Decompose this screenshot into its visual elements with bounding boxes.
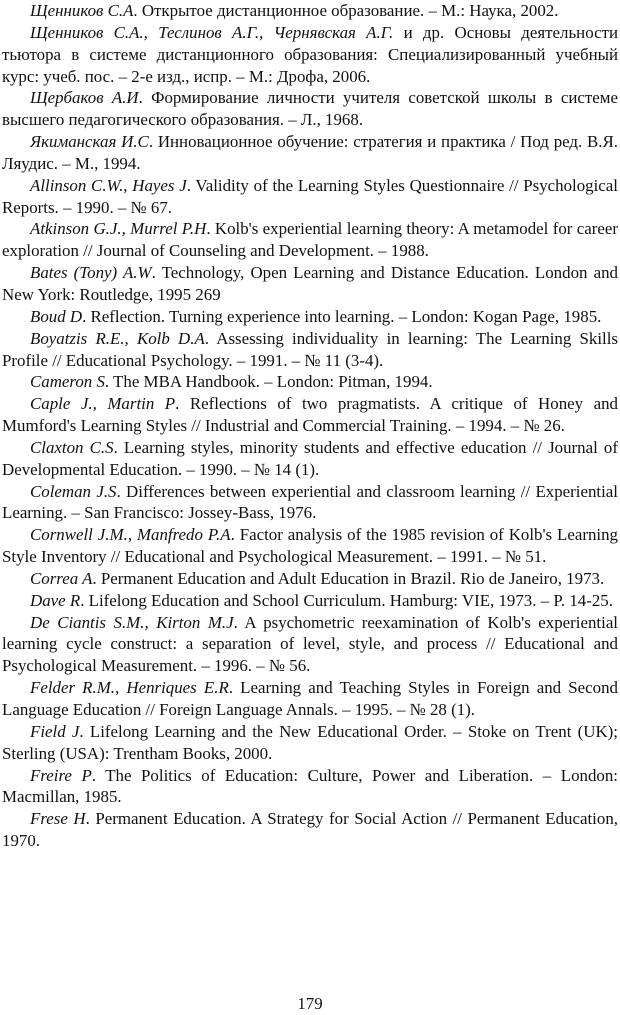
reference-author: Cameron S — [30, 372, 105, 392]
reference-entry — [2, 218, 618, 262]
reference-author: Boyatzis R.E., Kolb D.A — [30, 328, 205, 348]
reference-author: Bates (Tony) A.W — [30, 263, 152, 283]
reference-author: Boud D — [30, 306, 83, 326]
reference-author: De Ciantis S.M., Kirton M.J — [30, 612, 234, 632]
reference-author: Frese H — [30, 809, 86, 829]
reference-details: . Validity of the Learning Styles Questionnaire // Psychological Reports. – 1990. – № 67. — [2, 175, 618, 217]
reference-entry — [2, 808, 618, 852]
reference-details: . The Politics of Education: Culture, Power and Liberation. – London: Macmillan, 1985. — [2, 765, 619, 807]
reference-details: . A psychometric reexamination of Kolb's experiential learning cycle construct: a separation of level, style, and process // Educational and Psychological Measurement. – 1996. – № 56. — [2, 612, 619, 676]
reference-details: . Открытое дистанционное образование. – М.: Наука, 2002. — [133, 1, 559, 20]
reference-entry — [2, 0, 618, 22]
reference-details: . Permanent Education. A Strategy for Social Action // Permanent Education, 1970. — [2, 809, 618, 851]
reference-entry — [2, 590, 618, 612]
page-number: 179 — [297, 994, 323, 1013]
reference-entry — [2, 524, 618, 568]
reference-entry — [2, 306, 618, 328]
reference-entry — [2, 481, 618, 525]
reference-author: Cornwell J.M., Manfredo P.A — [30, 525, 231, 545]
reference-details: . Формирование личности учителя советской школы в системе высшего педагогического образования. – Л., 1968. — [2, 88, 618, 130]
reference-entry — [2, 87, 618, 131]
reference-details: . Learning and Teaching Styles in Foreign and Second Language Education // Foreign Language Annals. – 1995. – № 28 (1). — [2, 678, 618, 719]
reference-author: Field J — [30, 721, 80, 741]
reference-author: Correa A — [30, 568, 93, 588]
reference-details: . Technology, Open Learning and Distance Education. London and New York: Routledge, 1995 269 — [2, 263, 618, 304]
reference-details: . The MBA Handbook. – London: Pitman, 1994. — [104, 372, 433, 392]
reference-details: . Kolb's experiential learning theory: A metamodel for career exploration // Journal of Counseling and Development. – 1988. — [2, 219, 618, 261]
reference-entry — [2, 131, 618, 175]
reference-author: Caple J., Martin P — [30, 394, 176, 414]
reference-entry — [2, 175, 618, 219]
reference-author: Щенников С.А., Теслинов А.Г., Чернявская А.Г. — [30, 22, 394, 42]
reference-details: . Factor analysis of the 1985 revision of Kolb's Learning Style Inventory // Educational and Psychological Measurement. – 1991. – № 51. — [2, 525, 618, 567]
reference-author: Felder R.M., Henriques E.R — [30, 678, 229, 698]
reference-entry — [2, 393, 618, 437]
reference-author: Freire P — [30, 765, 92, 785]
reference-details: . Lifelong Education and School Curriculum. Hamburg: VIE, 1973. – P. 14-25. — [80, 590, 613, 610]
reference-details: . Reflections of two pragmatists. A critique of Honey and Mumford's Learning Styles // Industrial and Commercial Training. – 1994. – № 26. — [2, 394, 619, 436]
reference-author: Якиманская И.С — [30, 132, 149, 152]
reference-entry — [2, 328, 618, 372]
reference-author: Coleman J.S — [30, 481, 117, 501]
reference-author: Atkinson G.J., Murrel P.H — [30, 219, 207, 239]
reference-entry — [2, 765, 618, 809]
reference-details: . Differences between experiential and classroom learning // Experiential Learning. – San Francisco: Jossey-Bass, 1976. — [2, 481, 618, 523]
reference-author: Allinson C.W., Hayes J — [30, 175, 187, 195]
reference-details: . Assessing individuality in learning: The Learning Skills Profile // Educational Psychology. – 1991. – № 11 (3-4). — [2, 328, 619, 370]
reference-entry — [2, 677, 618, 721]
reference-details: . Инновационное обучение: стратегия и практика / Под ред. В.Я. Ляудис. – М., 1994. — [2, 132, 618, 173]
reference-entry — [2, 371, 618, 393]
reference-author: Claxton C.S — [30, 437, 114, 457]
reference-author: Щербаков А.И — [30, 88, 139, 108]
reference-details: . Permanent Education and Adult Education in Brazil. Rio de Janeiro, 1973. — [92, 568, 605, 588]
reference-details: . Lifelong Learning and the New Educational Order. – Stoke on Trent (UK); Sterling (USA): Trentham Books, 2000. — [2, 721, 618, 763]
reference-details: . Reflection. Turning experience into learning. – London: Kogan Page, 1985. — [82, 306, 602, 326]
reference-entry — [2, 612, 618, 678]
reference-details: . Learning styles, minority students and effective education // Journal of Developmental Education. – 1990. – № 14 (1). — [2, 437, 618, 479]
reference-entry — [2, 721, 618, 765]
reference-entry — [2, 22, 618, 88]
reference-entry — [2, 437, 618, 481]
reference-entry — [2, 262, 618, 306]
reference-author: Щенников С.А — [30, 1, 134, 20]
reference-author: Dave R — [30, 590, 81, 610]
reference-entry — [2, 568, 618, 590]
reference-details: и др. Основы деятельности тьютора в системе дистанционного образования: Специализированный учебный курс: учеб. пос. – 2-е изд., испр. – М.: Дрофа, 2006. — [2, 22, 619, 86]
reference-list — [2, 0, 618, 852]
